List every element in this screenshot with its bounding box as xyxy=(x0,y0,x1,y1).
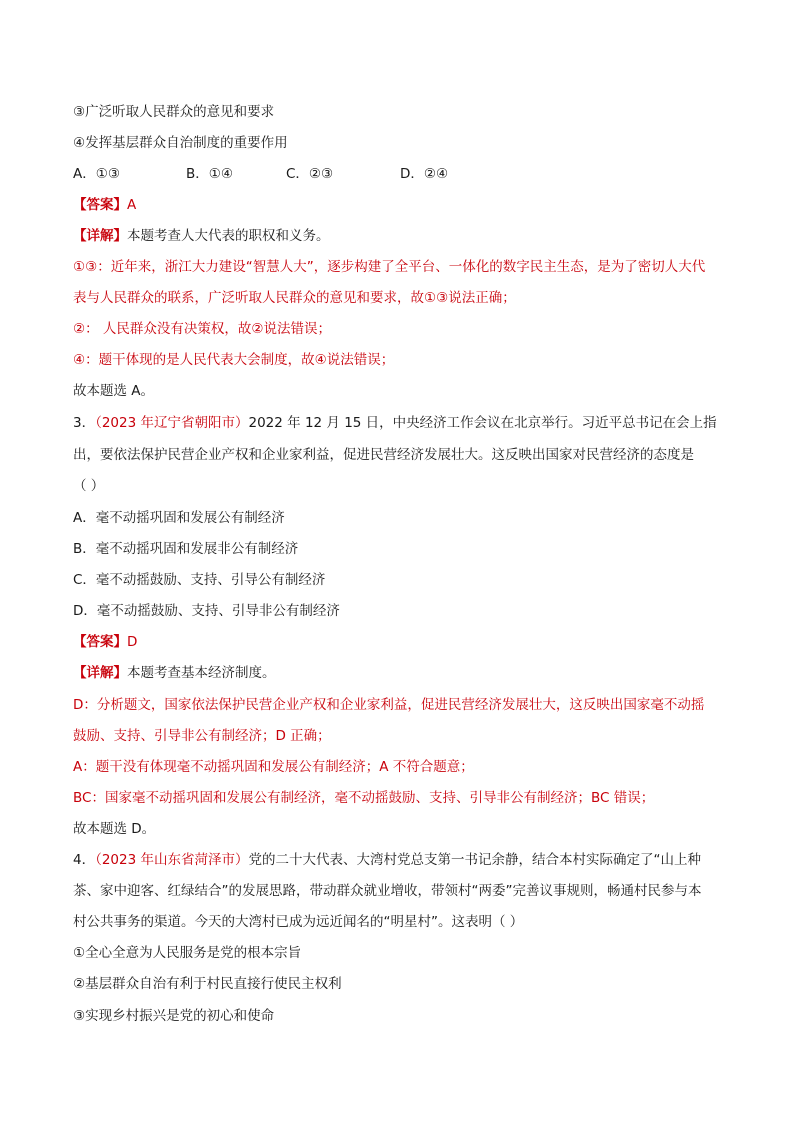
q2-option-4: ④发挥基层群众自治制度的重要作用 xyxy=(73,135,288,151)
q4-stem-line-2: 茶、家中迎客、红绿结合”的发展思路，带动群众就业增收，带领村“两委”完善议事规则，畅通村民参与本 xyxy=(73,883,702,899)
q4-option-3: ③实现乡村振兴是党的初心和使命 xyxy=(73,1008,275,1024)
q3-stem-line-3: （ ） xyxy=(73,478,105,494)
q4-stem-line-3: 村公共事务的渠道。今天的大湾村已成为远近闻名的“明星村”。这表明（ ） xyxy=(73,914,524,930)
q4-stem-line-1 xyxy=(73,851,733,869)
detail-label: 【详解】 xyxy=(73,665,127,681)
q2-choices xyxy=(73,165,733,183)
q4-option-2: ②基层群众自治有利于村民直接行使民主权利 xyxy=(73,976,342,992)
q3-answer xyxy=(73,633,733,651)
q3-explain-d1: D：分析题文，国家依法保护民营企业产权和企业家利益，促进民营经济发展壮大，这反映出国家毫不动摇 xyxy=(73,697,705,713)
q4-number: 4． xyxy=(73,852,96,868)
q3-number: 3． xyxy=(73,415,96,431)
q2-choice-d: D．②④ xyxy=(400,166,449,182)
detail-intro: 本题考查基本经济制度。 xyxy=(127,665,276,681)
detail-intro: 本题考查人大代表的职权和义务。 xyxy=(127,228,330,244)
q2-explain-1a: ①③：近年来，浙江大力建设“智慧人大”，逐步构建了全平台、一体化的数字民主生态，是为了密切人大代 xyxy=(73,259,706,275)
answer-label: 【答案】 xyxy=(73,634,127,650)
q4-option-1: ①全心全意为人民服务是党的根本宗旨 xyxy=(73,945,302,961)
q4-source: （2023 年山东省菏泽市） xyxy=(95,852,249,868)
q2-choice-c: C．②③ xyxy=(286,166,334,182)
q3-option-b: B．毫不动摇巩固和发展非公有制经济 xyxy=(73,541,299,557)
answer-label: 【答案】 xyxy=(73,197,127,213)
q2-choice-b: B．①④ xyxy=(186,166,233,182)
q3-explain-a: A：题干没有体现毫不动摇巩固和发展公有制经济；A 不符合题意； xyxy=(73,759,474,775)
q2-conclusion: 故本题选 A。 xyxy=(73,383,155,399)
q3-stem-1: 2022 年 12 月 15 日，中央经济工作会议在北京举行。习近平总书记在会上指 xyxy=(248,415,717,431)
q3-option-d: D．毫不动摇鼓励、支持、引导非公有制经济 xyxy=(73,603,340,619)
q3-source: （2023 年辽宁省朝阳市） xyxy=(95,415,249,431)
answer-value: A xyxy=(127,197,137,213)
q3-stem-line-2: 出，要依法保护民营企业产权和企业家利益，促进民营经济发展壮大。这反映出国家对民营经济的态度是 xyxy=(73,447,694,463)
q2-detail xyxy=(73,227,733,245)
q2-answer xyxy=(73,196,733,214)
answer-value: D xyxy=(127,634,138,650)
q2-explain-3: ④：题干体现的是人民代表大会制度，故④说法错误； xyxy=(73,352,395,368)
q4-stem-1: 党的二十大代表、大湾村党总支第一书记余静，结合本村实际确定了“山上种 xyxy=(248,852,701,868)
q2-choice-a: A．①③ xyxy=(73,166,120,182)
q2-explain-2: ②： 人民群众没有决策权，故②说法错误； xyxy=(73,321,331,337)
detail-label: 【详解】 xyxy=(73,228,127,244)
q3-option-c: C．毫不动摇鼓励、支持、引导公有制经济 xyxy=(73,572,326,588)
q2-explain-1b: 表与人民群众的联系，广泛听取人民群众的意见和要求，故①③说法正确； xyxy=(73,290,516,306)
q3-explain-bc: BC：国家毫不动摇巩固和发展公有制经济，毫不动摇鼓励、支持、引导非公有制经济；BC 错误； xyxy=(73,790,655,806)
q2-option-3: ③广泛听取人民群众的意见和要求 xyxy=(73,104,275,120)
q3-explain-d2: 鼓励、支持、引导非公有制经济；D 正确； xyxy=(73,728,331,744)
q3-detail xyxy=(73,664,733,682)
q3-option-a: A．毫不动摇巩固和发展公有制经济 xyxy=(73,510,285,526)
q3-conclusion: 故本题选 D。 xyxy=(73,821,156,837)
q3-stem-line-1 xyxy=(73,414,733,432)
